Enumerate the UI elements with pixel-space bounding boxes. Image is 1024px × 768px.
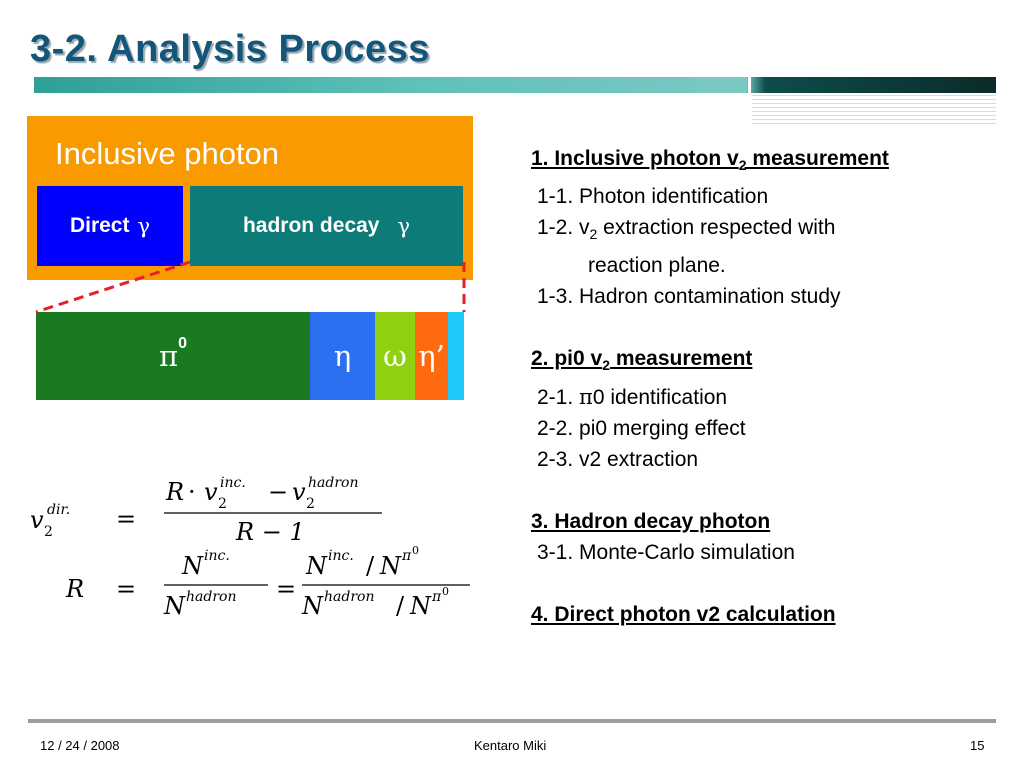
N-pi0-1: N xyxy=(380,552,401,580)
num-v2-sup: hadron xyxy=(308,475,359,491)
hadron-gamma-symbol: γ xyxy=(397,214,411,238)
analysis-outline xyxy=(531,143,1001,630)
N-pi0-2-sup: π xyxy=(432,589,442,605)
eta-segment xyxy=(310,312,375,400)
N-inc-1: N xyxy=(182,552,203,580)
item-1-3: 1-3. Hadron contamination study xyxy=(537,285,841,309)
footer-divider xyxy=(28,719,996,723)
num-v2-sub: 2 xyxy=(306,496,315,512)
section-3-title: 3. Hadron decay photon xyxy=(531,509,771,533)
eta-prime-segment xyxy=(415,312,448,400)
slash-2: / xyxy=(396,592,405,620)
direct-photon-box xyxy=(37,186,183,266)
N-pi0-2: N xyxy=(410,592,431,620)
slash-1: / xyxy=(366,552,375,580)
N-had-2: N xyxy=(302,592,323,620)
num-dot: · xyxy=(188,478,196,506)
inclusive-photon-label: Inclusive photon xyxy=(55,136,280,171)
footer-author: Kentaro Miki xyxy=(474,738,547,753)
title-decorative-lines xyxy=(752,95,996,127)
section-4-title: 4. Direct photon v2 calculation xyxy=(531,602,836,626)
direct-photon-label: Direct xyxy=(69,214,130,237)
N-inc-2-sup: inc. xyxy=(328,548,354,564)
N-had-1: N xyxy=(164,592,185,620)
section-2-title: 2. pi0 $v_2$ measurement xyxy=(531,347,753,374)
item-2-2: 2-2. pi0 merging effect xyxy=(537,416,746,440)
title-bar-divider xyxy=(748,77,751,93)
num-R: R xyxy=(166,478,185,506)
footer-date: 12 / 24 / 2008 xyxy=(40,738,120,753)
vdir-lhs-sup: dir. xyxy=(47,502,71,518)
hadron-decay-label: hadron decay xyxy=(242,214,380,237)
num-v1-sub: 2 xyxy=(218,496,227,512)
num-minus: − xyxy=(268,478,289,506)
section-1-title: 1. Inclusive photon $v_2$ measurement xyxy=(531,147,889,174)
vdir-lhs: v xyxy=(30,506,44,534)
item-2-3: 2-3. v2 extraction xyxy=(537,447,699,471)
item-2-1: 2-1. π0 identification xyxy=(537,384,728,409)
den-1: R − 1 xyxy=(236,518,305,546)
equals-2: = xyxy=(116,575,137,603)
item-3-1: 3-1. Monte-Carlo simulation xyxy=(537,540,795,564)
num-v1: v xyxy=(204,478,218,506)
equals-1: = xyxy=(116,505,137,533)
item-1-2: 1-2. $v_2$ extraction respected with xyxy=(537,216,836,243)
pi0-symbol: π xyxy=(159,339,179,373)
num-v2: v xyxy=(292,478,306,506)
hadron-decomposition-bar xyxy=(36,312,464,400)
hadron-decay-box xyxy=(190,186,463,266)
eta-symbol: η xyxy=(333,339,352,373)
eta-prime-symbol: η’ xyxy=(418,339,445,373)
direct-gamma-symbol: γ xyxy=(137,214,151,238)
item-1-1: 1-1. Photon identification xyxy=(537,185,769,209)
omega-segment xyxy=(375,312,415,400)
title-underline-bar xyxy=(34,77,996,93)
N-inc-2: N xyxy=(306,552,327,580)
num-v1-sup: inc. xyxy=(220,475,246,491)
N-inc-1-sup: inc. xyxy=(204,548,230,564)
item-1-2-continued: reaction plane. xyxy=(588,254,726,278)
vdir-lhs-sub: 2 xyxy=(44,524,53,540)
omega-symbol: ω xyxy=(383,339,407,373)
N-had-1-sup: hadron xyxy=(186,589,237,605)
N-pi0-1-sup-zero: 0 xyxy=(412,544,419,557)
slide-title: 3-2. Analysis Process xyxy=(30,28,430,70)
formula-block xyxy=(30,470,480,635)
pi0-superscript: 0 xyxy=(178,335,187,352)
N-pi0-2-sup-zero: 0 xyxy=(442,585,449,598)
R-lhs: R xyxy=(66,575,85,603)
other-hadron-segment xyxy=(448,312,464,400)
N-had-2-sup: hadron xyxy=(324,589,375,605)
N-pi0-1-sup: π xyxy=(402,548,412,564)
page-number: 15 xyxy=(970,738,985,753)
pi0-segment xyxy=(36,312,310,400)
equals-3: = xyxy=(276,575,297,603)
